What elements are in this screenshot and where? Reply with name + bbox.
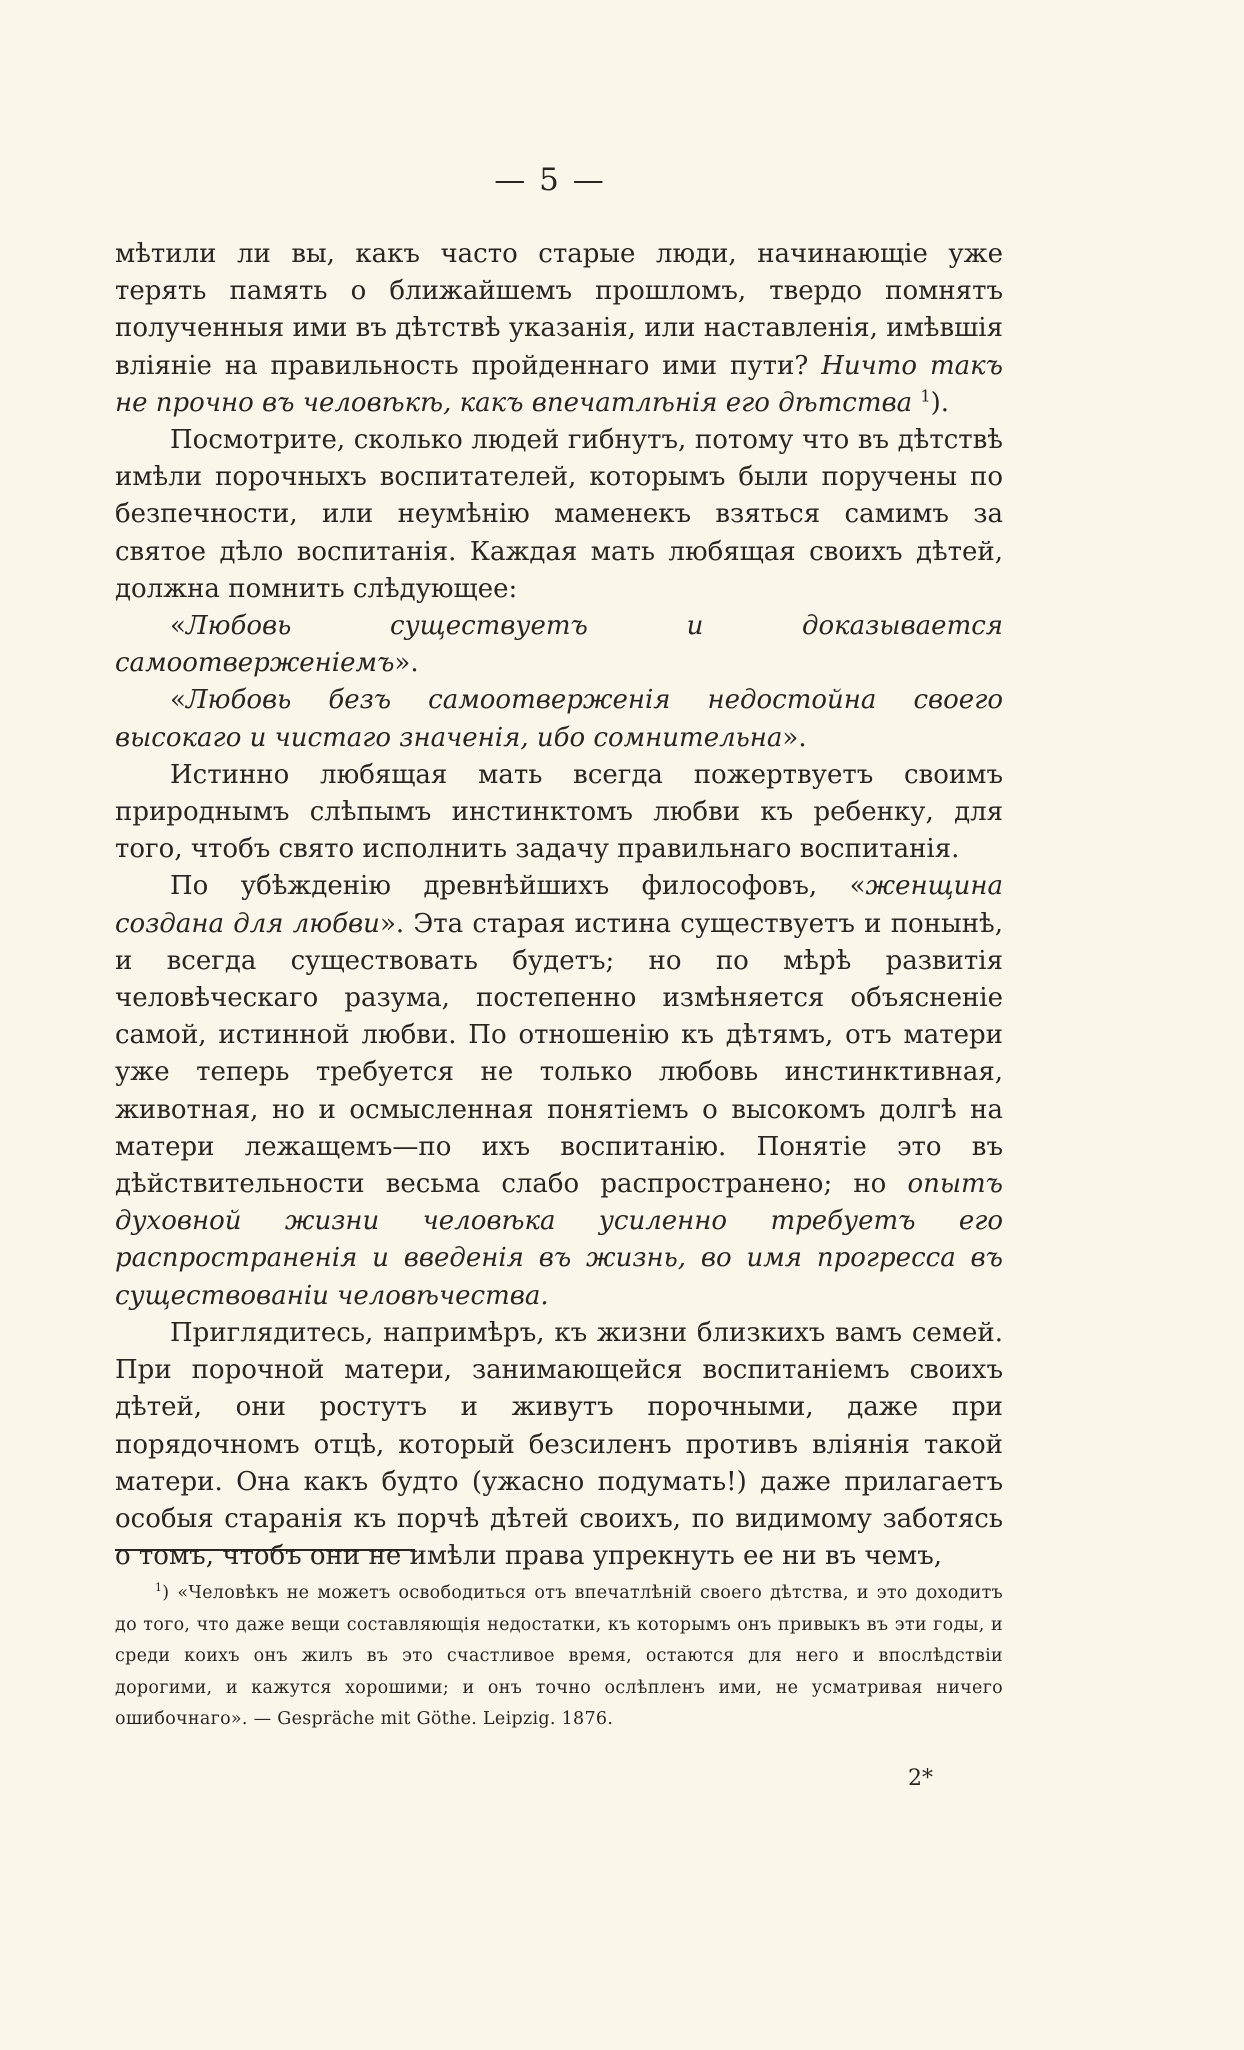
- paragraph-1-text: мѣтили ли вы, какъ часто старые люди, начинающіе уже терять память о ближайшемъ прошломъ, твердо помнятъ полученныя ими въ дѣтствѣ указанія, или наставленія, имѣвшія вліяніе на правильность пройденнаго ими пути?: [115, 239, 1003, 381]
- paragraph-4-text-b: ». Эта старая истина существуетъ и понынѣ, и всегда существовать будетъ; но по мѣрѣ развитія человѣческаго разума, постепенно измѣняется объясненіе самой, истинной любви. По отношенію къ дѣтямъ, отъ матери уже теперь требуется не только любовь инстинктивная, животная, но и осмысленная понятіемъ о высокомъ долгѣ на матери лежащемъ—по ихъ воспитанію. Понятіе это въ дѣйствительности весьма слабо распространено; но: [115, 908, 1003, 1200]
- signature-mark: 2*: [908, 1766, 933, 1791]
- quote-2-close: ».: [782, 722, 807, 753]
- paragraph-2: Посмотрите, сколько людей гибнутъ, потому что въ дѣтствѣ имѣли порочныхъ воспитателей, которымъ были поручены по безпечности, или неумѣнію маменекъ взяться самимъ за святое дѣло воспитанія. Каждая мать любящая своихъ дѣтей, должна помнить слѣдующее:: [115, 425, 1003, 604]
- paragraph-1: [115, 236, 1003, 422]
- page-number: — 5 —: [494, 162, 606, 198]
- quote-2: [115, 682, 1003, 756]
- paragraph-1-end: ).: [930, 387, 950, 418]
- quote-2-text: Любовь безъ самоотверженія недостойна своего высокаго и чистаго значенія, ибо сомнительна: [115, 685, 1003, 753]
- main-text: [115, 236, 1003, 1575]
- footnote-reference: 1: [920, 386, 931, 406]
- footnote-divider: [115, 1549, 415, 1551]
- quote-1-open: «: [170, 611, 186, 642]
- quote-2-open: «: [170, 685, 186, 716]
- paragraph-5: Приглядитесь, напримѣръ, къ жизни близкихъ вамъ семей. При порочной матери, занимающейся воспитаніемъ своихъ дѣтей, они ростутъ и живутъ порочными, даже при порядочномъ отцѣ, который безсиленъ противъ вліянія такой матери. Она какъ будто (ужасно подумать!) даже прилагаетъ особыя старанія къ порчѣ дѣтей своихъ, по видимому заботясь о томъ, чтобъ они не имѣли права упрекнуть ее ни въ чемъ,: [115, 1317, 1003, 1572]
- quote-1: [115, 608, 1003, 682]
- paragraph-3: Истинно любящая мать всегда пожертвуетъ своимъ природнымъ слѣпымъ инстинктомъ любви къ ребенку, для того, чтобъ свято исполнить задачу правильнаго воспитанія.: [115, 759, 1003, 865]
- quote-1-close: ».: [394, 648, 419, 679]
- footnote-text-block: [115, 1578, 1003, 1736]
- paragraph-1-italic: Ничто такъ не прочно въ человѣкѣ, какъ впечатлѣнія его дѣтства: [115, 350, 1003, 418]
- paragraph-4-text-a: По убѣжденію древнѣйшихъ философовъ, «: [170, 871, 866, 902]
- quote-1-text: Любовь существуетъ и доказывается самоотверженіемъ: [115, 611, 1003, 679]
- paragraph-4-italic-2: опытъ духовной жизни человѣка усиленно требуетъ его распространенія и введенія въ жизнь, во имя прогресса въ существованіи человѣчества.: [115, 1169, 1003, 1311]
- footnote-marker-close: ): [162, 1583, 170, 1603]
- footnote: [115, 1578, 1003, 1736]
- footnote-text: «Человѣкъ не можетъ освободиться отъ впечатлѣній своего дѣтства, и это доходитъ до того, что даже вещи составляющія недостатки, къ которымъ онъ привыкъ въ эти годы, и среди коихъ онъ жилъ въ это счастливое время, остаются для него и впослѣдствіи дорогими, и кажутся хорошими; и онъ точно ослѣпленъ ими, не усматривая ничего ошибочнаго». — Gespräche mit Göthe. Leipzig. 1876.: [115, 1583, 1003, 1729]
- paragraph-4: [115, 868, 1003, 1314]
- paragraph-4-italic-1: женщина создана для любви: [115, 871, 1003, 939]
- footnote-marker: 1: [155, 1581, 163, 1595]
